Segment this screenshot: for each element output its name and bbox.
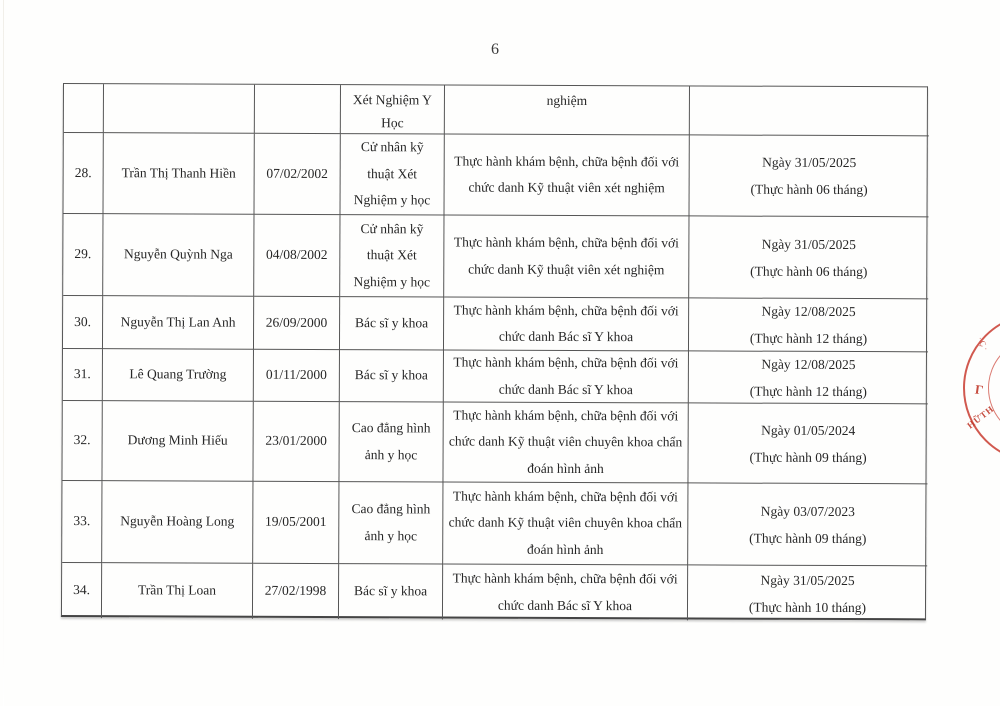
cell-name: Trần Thị Loan (102, 563, 253, 619)
cell-date (688, 483, 927, 566)
cell-name (104, 84, 255, 134)
cell-name: Nguyễn Quỳnh Nga (103, 214, 254, 297)
cell-degree: Cao đẳng hình ảnh y học (339, 402, 443, 482)
cell-stt: 28. (63, 133, 103, 214)
date-issued: Ngày 03/07/2023 (760, 503, 855, 519)
cell-dob: 01/11/2000 (254, 350, 340, 402)
cell-stt (64, 84, 104, 133)
cell-degree: Cử nhân kỹ thuật Xét Nghiệm y học (340, 134, 444, 215)
cell-name: Nguyễn Thị Lan Anh (103, 296, 254, 350)
date-issued: Ngày 12/08/2025 (761, 356, 856, 372)
cell-date (689, 351, 928, 404)
cell-dob: 23/01/2000 (253, 402, 339, 482)
cell-degree: Bác sĩ y khoa (339, 564, 443, 619)
date-issued: Ngày 31/05/2025 (761, 236, 856, 252)
cell-dob: 04/08/2002 (254, 215, 340, 297)
date-issued: Ngày 31/05/2025 (760, 572, 855, 588)
cell-stt: 34. (62, 563, 102, 618)
practice-duration: (Thực hành 09 tháng) (749, 449, 867, 465)
cell-date (688, 565, 927, 621)
scan-crease-line (3, 0, 4, 706)
cell-date (688, 403, 927, 484)
cell-practice: Thực hành khám bệnh, chữa bệnh đối với chức danh Kỹ thuật viên chuyên khoa chẩn đoán hình ảnh (443, 402, 688, 483)
practice-duration: (Thực hành 10 tháng) (748, 599, 867, 615)
cell-name: Trần Thị Thanh Hiền (103, 133, 254, 215)
cell-date (689, 216, 928, 299)
cell-date (689, 298, 928, 352)
cell-degree: Xét Nghiệm Y Học (341, 85, 445, 134)
stamp-outer-arc (963, 320, 1000, 456)
cell-stt: 29. (63, 214, 103, 296)
date-issued: Ngày 31/05/2025 (762, 154, 857, 171)
practice-duration: (Thực hành 09 tháng) (749, 530, 867, 546)
cell-practice: Thực hành khám bệnh, chữa bệnh đối với chức danh Kỹ thuật viên xét nghiệm (444, 215, 689, 298)
cell-stt: 33. (62, 481, 102, 563)
cell-practice: Thực hành khám bệnh, chữa bệnh đối với chức danh Bác sĩ Y khoa (444, 350, 689, 403)
cell-degree: Bác sĩ y khoa (340, 350, 444, 402)
cell-name: Nguyễn Hoàng Long (102, 481, 253, 564)
date-issued: Ngày 12/08/2025 (761, 303, 856, 320)
cell-degree: Cử nhân kỹ thuật Xét Nghiệm y học (340, 215, 444, 297)
cell-stt: 30. (63, 296, 103, 349)
cell-stt: 31. (63, 349, 103, 401)
cell-name: Lê Quang Trường (103, 349, 254, 402)
cell-practice: Thực hành khám bệnh, chữa bệnh đối với chức danh Kỹ thuật viên xét nghiệm (444, 134, 689, 216)
practice-duration: (Thực hành 12 tháng) (749, 383, 867, 399)
cell-dob: 26/09/2000 (254, 297, 340, 350)
practice-duration: (Thực hành 06 tháng) (750, 263, 868, 279)
cell-date (689, 135, 928, 217)
cell-dob (255, 85, 341, 134)
cell-date (690, 86, 929, 136)
page-number: 6 (491, 41, 499, 58)
practice-duration: (Thực hành 12 tháng) (749, 330, 868, 347)
cell-dob: 27/02/1998 (253, 564, 339, 619)
cell-degree: Cao đẳng hình ảnh y học (339, 482, 443, 564)
cell-name: Dương Minh Hiếu (102, 401, 253, 482)
cell-practice: Thực hành khám bệnh, chữa bệnh đối với chức danh Kỹ thuật viên chuyên khoa chẩn đoán hình ảnh (443, 482, 688, 565)
stamp-text-fragment: ·Ç· (975, 335, 992, 354)
cell-practice: nghiệm (445, 85, 690, 135)
cell-dob: 07/02/2002 (254, 134, 340, 215)
stamp-text-fragment: HỮTH (965, 403, 996, 431)
cell-dob: 19/05/2001 (253, 482, 339, 564)
cell-practice: Thực hành khám bệnh, chữa bệnh đối với chức danh Bác sĩ Y khoa (443, 564, 688, 620)
practitioner-table (61, 83, 928, 620)
official-stamp-partial (958, 320, 1000, 456)
practice-duration: (Thực hành 06 tháng) (750, 181, 868, 198)
cell-practice: Thực hành khám bệnh, chữa bệnh đối với chức danh Bác sĩ Y khoa (444, 297, 689, 351)
stamp-text-fragment: Γ (974, 381, 985, 398)
date-issued: Ngày 01/05/2024 (761, 422, 856, 438)
stamp-inner-arc (988, 337, 1000, 439)
cell-degree: Bác sĩ y khoa (340, 297, 444, 350)
cell-stt: 32. (62, 401, 102, 481)
